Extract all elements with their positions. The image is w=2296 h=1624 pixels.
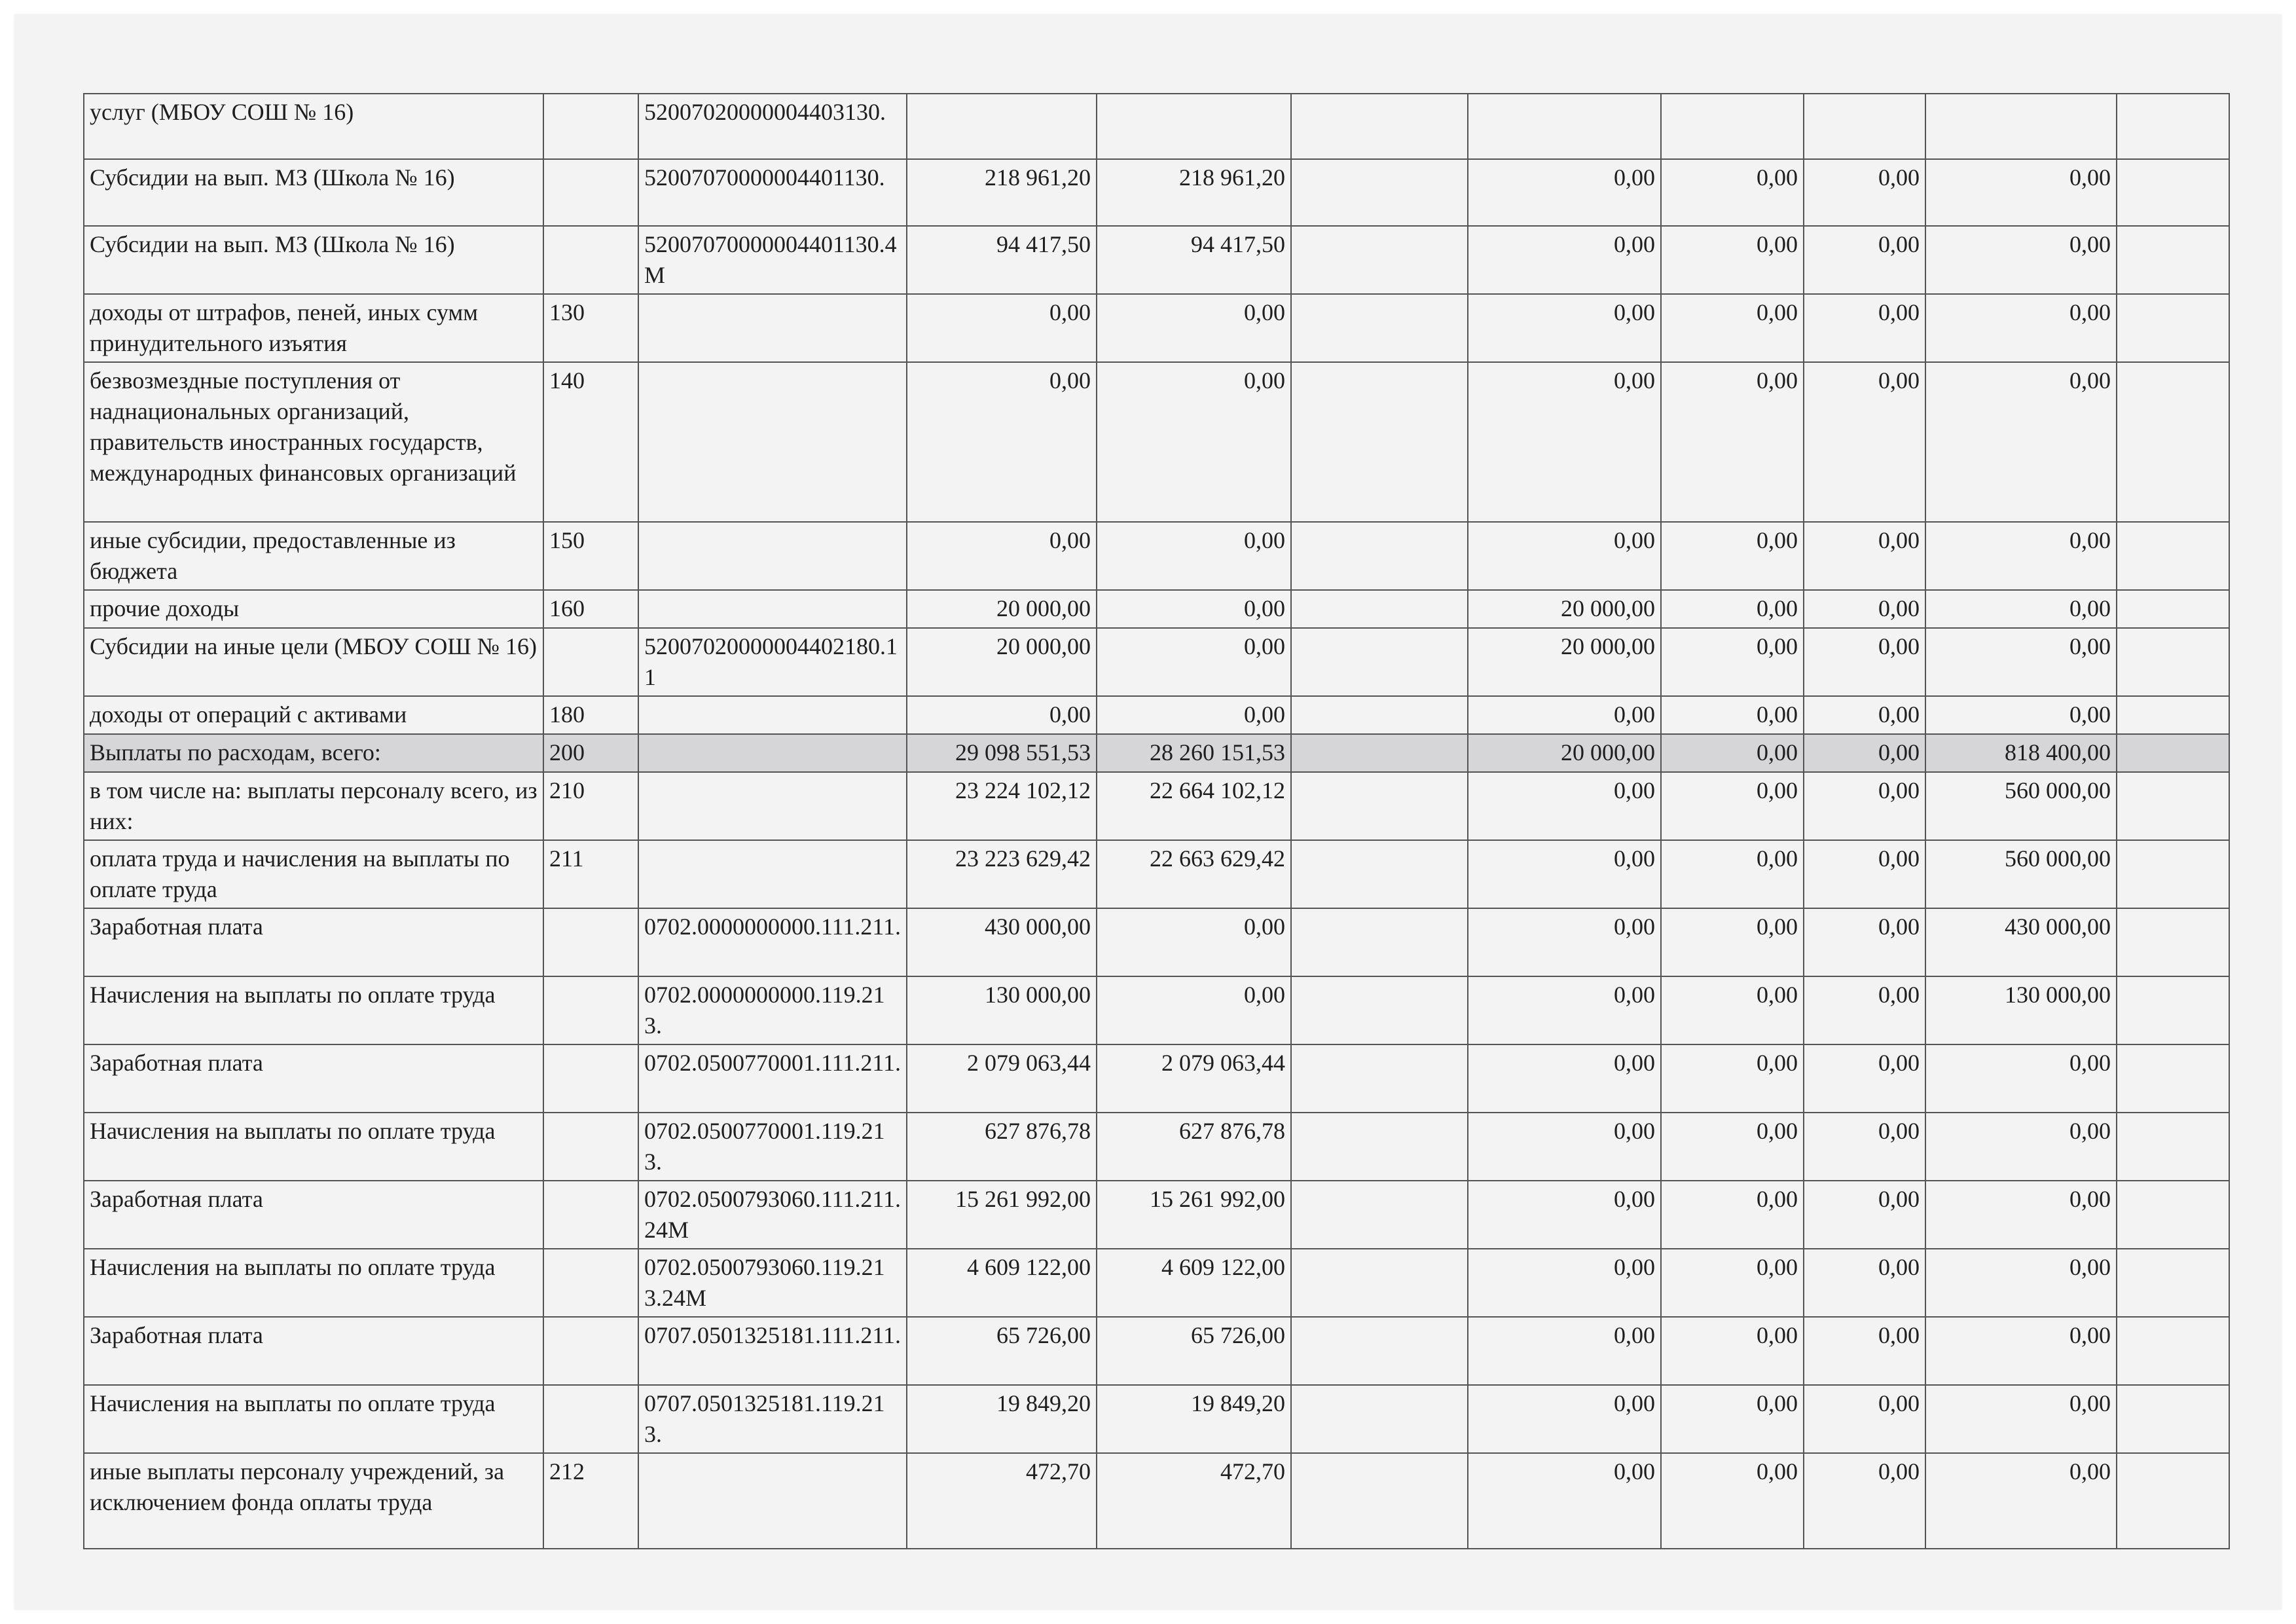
paid-services-cell: 818 400,00 — [1925, 734, 2117, 772]
row-code-cell: 180 — [543, 696, 638, 734]
subsidy-other-cell: 0,00 — [1468, 976, 1661, 1044]
row-kbk-cell: 0702.0000000000.119.213. — [638, 976, 907, 1044]
row-code-cell: 211 — [543, 840, 638, 908]
capital-cell: 0,00 — [1661, 772, 1804, 840]
subsidy-mz-cell: 22 663 629,42 — [1097, 840, 1291, 908]
subsidy-mz-cell: 2 079 063,44 — [1097, 1044, 1291, 1113]
capital-cell: 0,00 — [1661, 1181, 1804, 1249]
subsidy-mz-cell: 0,00 — [1097, 696, 1291, 734]
extra-cell — [2117, 1113, 2229, 1181]
total-amount-cell: 2 079 063,44 — [907, 1044, 1097, 1113]
row-kbk-cell: 0707.0501325181.119.213. — [638, 1385, 907, 1453]
extra-cell — [2117, 362, 2229, 522]
oms-cell — [1291, 840, 1468, 908]
capital-cell: 0,00 — [1661, 1385, 1804, 1453]
row-kbk-cell — [638, 840, 907, 908]
total-amount-cell: 4 609 122,00 — [907, 1249, 1097, 1317]
row-name-cell: доходы от штрафов, пеней, иных сумм принудительного изъятия — [84, 294, 543, 362]
row-code-cell — [543, 908, 638, 976]
total-amount-cell: 627 876,78 — [907, 1113, 1097, 1181]
extra-cell — [2117, 590, 2229, 628]
table-row — [84, 628, 2229, 696]
grant-cell: 0,00 — [1804, 772, 1925, 840]
row-code-cell: 200 — [543, 734, 638, 772]
grant-cell: 0,00 — [1804, 294, 1925, 362]
row-kbk-cell: 0707.0501325181.111.211. — [638, 1317, 907, 1385]
paid-services-cell: 0,00 — [1925, 294, 2117, 362]
total-amount-cell: 23 223 629,42 — [907, 840, 1097, 908]
total-amount-cell: 0,00 — [907, 294, 1097, 362]
paid-services-cell: 0,00 — [1925, 1453, 2117, 1549]
extra-cell — [2117, 734, 2229, 772]
row-kbk-cell: 52007070000004401130. — [638, 159, 907, 226]
extra-cell — [2117, 1249, 2229, 1317]
grant-cell: 0,00 — [1804, 696, 1925, 734]
row-kbk-cell — [638, 590, 907, 628]
oms-cell — [1291, 772, 1468, 840]
total-amount-cell: 0,00 — [907, 362, 1097, 522]
subsidy-other-cell: 0,00 — [1468, 1113, 1661, 1181]
row-name-cell: оплата труда и начисления на выплаты по оплате труда — [84, 840, 543, 908]
subsidy-other-cell: 0,00 — [1468, 226, 1661, 294]
grant-cell: 0,00 — [1804, 1181, 1925, 1249]
subsidy-other-cell: 20 000,00 — [1468, 590, 1661, 628]
capital-cell — [1661, 94, 1804, 159]
paid-services-cell: 0,00 — [1925, 1385, 2117, 1453]
extra-cell — [2117, 159, 2229, 226]
total-amount-cell: 94 417,50 — [907, 226, 1097, 294]
subsidy-other-cell: 0,00 — [1468, 696, 1661, 734]
paid-services-cell: 430 000,00 — [1925, 908, 2117, 976]
oms-cell — [1291, 1044, 1468, 1113]
row-code-cell — [543, 1181, 638, 1249]
row-code-cell: 130 — [543, 294, 638, 362]
row-code-cell — [543, 226, 638, 294]
table-row — [84, 226, 2229, 294]
subsidy-mz-cell: 627 876,78 — [1097, 1113, 1291, 1181]
oms-cell — [1291, 908, 1468, 976]
row-name-cell: Начисления на выплаты по оплате труда — [84, 1113, 543, 1181]
row-code-cell — [543, 1317, 638, 1385]
row-code-cell — [543, 94, 638, 159]
extra-cell — [2117, 226, 2229, 294]
subsidy-mz-cell: 22 664 102,12 — [1097, 772, 1291, 840]
oms-cell — [1291, 696, 1468, 734]
table-row — [84, 1249, 2229, 1317]
row-name-cell: услуг (МБОУ СОШ № 16) — [84, 94, 543, 159]
paid-services-cell: 0,00 — [1925, 226, 2117, 294]
paid-services-cell: 0,00 — [1925, 1317, 2117, 1385]
table-row — [84, 94, 2229, 159]
total-amount-cell: 29 098 551,53 — [907, 734, 1097, 772]
paid-services-cell: 0,00 — [1925, 590, 2117, 628]
row-kbk-cell — [638, 1453, 907, 1549]
capital-cell: 0,00 — [1661, 590, 1804, 628]
row-kbk-cell: 0702.0500793060.111.211.24М — [638, 1181, 907, 1249]
grant-cell: 0,00 — [1804, 908, 1925, 976]
table-row — [84, 696, 2229, 734]
extra-cell — [2117, 1317, 2229, 1385]
oms-cell — [1291, 1113, 1468, 1181]
grant-cell: 0,00 — [1804, 628, 1925, 696]
total-amount-cell — [907, 94, 1097, 159]
subsidy-other-cell: 0,00 — [1468, 772, 1661, 840]
row-code-cell: 160 — [543, 590, 638, 628]
row-name-cell: Начисления на выплаты по оплате труда — [84, 1385, 543, 1453]
table-row — [84, 1317, 2229, 1385]
subsidy-mz-cell: 94 417,50 — [1097, 226, 1291, 294]
row-name-cell: Начисления на выплаты по оплате труда — [84, 1249, 543, 1317]
row-name-cell: Субсидии на вып. МЗ (Школа № 16) — [84, 226, 543, 294]
subsidy-mz-cell: 19 849,20 — [1097, 1385, 1291, 1453]
row-name-cell: безвозмездные поступления от наднациональных организаций, правительств иностранных государств, международных финансовых организаций — [84, 362, 543, 522]
row-name-cell: Заработная плата — [84, 1044, 543, 1113]
total-amount-cell: 19 849,20 — [907, 1385, 1097, 1453]
grant-cell: 0,00 — [1804, 159, 1925, 226]
row-code-cell: 140 — [543, 362, 638, 522]
table-row — [84, 362, 2229, 522]
row-name-cell: Выплаты по расходам, всего: — [84, 734, 543, 772]
paid-services-cell: 0,00 — [1925, 628, 2117, 696]
subsidy-other-cell: 0,00 — [1468, 908, 1661, 976]
row-kbk-cell: 0702.0500770001.119.213. — [638, 1113, 907, 1181]
subsidy-mz-cell: 0,00 — [1097, 522, 1291, 590]
paid-services-cell: 0,00 — [1925, 159, 2117, 226]
oms-cell — [1291, 1249, 1468, 1317]
total-amount-cell: 430 000,00 — [907, 908, 1097, 976]
subsidy-mz-cell — [1097, 94, 1291, 159]
subsidy-mz-cell: 0,00 — [1097, 628, 1291, 696]
row-name-cell: прочие доходы — [84, 590, 543, 628]
row-code-cell — [543, 976, 638, 1044]
oms-cell — [1291, 1453, 1468, 1549]
subsidy-other-cell: 0,00 — [1468, 522, 1661, 590]
row-kbk-cell: 0702.0500770001.111.211. — [638, 1044, 907, 1113]
row-code-cell: 210 — [543, 772, 638, 840]
row-kbk-cell: 52007070000004401130.4М — [638, 226, 907, 294]
row-code-cell: 150 — [543, 522, 638, 590]
subsidy-mz-cell: 0,00 — [1097, 362, 1291, 522]
table-row — [84, 159, 2229, 226]
table-row — [84, 1044, 2229, 1113]
capital-cell: 0,00 — [1661, 628, 1804, 696]
subsidy-other-cell: 0,00 — [1468, 840, 1661, 908]
table-row — [84, 294, 2229, 362]
total-amount-cell: 218 961,20 — [907, 159, 1097, 226]
oms-cell — [1291, 522, 1468, 590]
subsidy-other-cell: 0,00 — [1468, 362, 1661, 522]
paid-services-cell: 0,00 — [1925, 1249, 2117, 1317]
row-code-cell — [543, 1044, 638, 1113]
row-kbk-cell — [638, 522, 907, 590]
extra-cell — [2117, 1044, 2229, 1113]
capital-cell: 0,00 — [1661, 1317, 1804, 1385]
grant-cell: 0,00 — [1804, 1317, 1925, 1385]
subsidy-other-cell: 0,00 — [1468, 1181, 1661, 1249]
scanned-page — [14, 14, 2282, 1610]
grant-cell: 0,00 — [1804, 734, 1925, 772]
row-kbk-cell — [638, 362, 907, 522]
grant-cell: 0,00 — [1804, 840, 1925, 908]
total-amount-cell: 65 726,00 — [907, 1317, 1097, 1385]
subsidy-mz-cell: 472,70 — [1097, 1453, 1291, 1549]
oms-cell — [1291, 1181, 1468, 1249]
table-row — [84, 976, 2229, 1044]
capital-cell: 0,00 — [1661, 226, 1804, 294]
oms-cell — [1291, 628, 1468, 696]
subsidy-other-cell — [1468, 94, 1661, 159]
total-amount-cell: 20 000,00 — [907, 590, 1097, 628]
grant-cell: 0,00 — [1804, 522, 1925, 590]
row-code-cell: 212 — [543, 1453, 638, 1549]
extra-cell — [2117, 976, 2229, 1044]
subsidy-mz-cell: 0,00 — [1097, 908, 1291, 976]
row-code-cell — [543, 159, 638, 226]
paid-services-cell: 0,00 — [1925, 1181, 2117, 1249]
table-row — [84, 908, 2229, 976]
oms-cell — [1291, 1317, 1468, 1385]
paid-services-cell: 0,00 — [1925, 362, 2117, 522]
table-row — [84, 734, 2229, 772]
grant-cell — [1804, 94, 1925, 159]
capital-cell: 0,00 — [1661, 840, 1804, 908]
paid-services-cell: 0,00 — [1925, 1113, 2117, 1181]
extra-cell — [2117, 840, 2229, 908]
extra-cell — [2117, 94, 2229, 159]
table-row — [84, 1453, 2229, 1549]
subsidy-other-cell: 0,00 — [1468, 1317, 1661, 1385]
row-name-cell: в том числе на: выплаты персоналу всего, из них: — [84, 772, 543, 840]
subsidy-mz-cell: 0,00 — [1097, 976, 1291, 1044]
oms-cell — [1291, 1385, 1468, 1453]
paid-services-cell: 560 000,00 — [1925, 772, 2117, 840]
subsidy-mz-cell: 65 726,00 — [1097, 1317, 1291, 1385]
grant-cell: 0,00 — [1804, 226, 1925, 294]
capital-cell: 0,00 — [1661, 362, 1804, 522]
paid-services-cell: 0,00 — [1925, 696, 2117, 734]
row-code-cell — [543, 1249, 638, 1317]
grant-cell: 0,00 — [1804, 1453, 1925, 1549]
financial-plan-table — [83, 93, 2230, 1549]
capital-cell: 0,00 — [1661, 976, 1804, 1044]
subsidy-other-cell: 20 000,00 — [1468, 734, 1661, 772]
extra-cell — [2117, 1453, 2229, 1549]
paid-services-cell: 130 000,00 — [1925, 976, 2117, 1044]
table-row — [84, 840, 2229, 908]
subsidy-other-cell: 0,00 — [1468, 1385, 1661, 1453]
paid-services-cell: 560 000,00 — [1925, 840, 2117, 908]
row-name-cell: Субсидии на иные цели (МБОУ СОШ № 16) — [84, 628, 543, 696]
table-row — [84, 522, 2229, 590]
total-amount-cell: 23 224 102,12 — [907, 772, 1097, 840]
subsidy-mz-cell: 218 961,20 — [1097, 159, 1291, 226]
total-amount-cell: 472,70 — [907, 1453, 1097, 1549]
subsidy-mz-cell: 28 260 151,53 — [1097, 734, 1291, 772]
total-amount-cell: 0,00 — [907, 696, 1097, 734]
row-name-cell: иные выплаты персоналу учреждений, за исключением фонда оплаты труда — [84, 1453, 543, 1549]
capital-cell: 0,00 — [1661, 522, 1804, 590]
extra-cell — [2117, 628, 2229, 696]
capital-cell: 0,00 — [1661, 696, 1804, 734]
row-name-cell: Заработная плата — [84, 1317, 543, 1385]
row-kbk-cell — [638, 696, 907, 734]
row-kbk-cell — [638, 734, 907, 772]
grant-cell: 0,00 — [1804, 1044, 1925, 1113]
oms-cell — [1291, 976, 1468, 1044]
subsidy-other-cell: 0,00 — [1468, 1249, 1661, 1317]
subsidy-other-cell: 0,00 — [1468, 1044, 1661, 1113]
table-row — [84, 590, 2229, 628]
row-name-cell: доходы от операций с активами — [84, 696, 543, 734]
capital-cell: 0,00 — [1661, 1453, 1804, 1549]
oms-cell — [1291, 734, 1468, 772]
subsidy-other-cell: 0,00 — [1468, 294, 1661, 362]
row-name-cell: Начисления на выплаты по оплате труда — [84, 976, 543, 1044]
row-kbk-cell: 52007020000004403130. — [638, 94, 907, 159]
oms-cell — [1291, 294, 1468, 362]
oms-cell — [1291, 226, 1468, 294]
subsidy-other-cell: 20 000,00 — [1468, 628, 1661, 696]
grant-cell: 0,00 — [1804, 1113, 1925, 1181]
capital-cell: 0,00 — [1661, 1249, 1804, 1317]
capital-cell: 0,00 — [1661, 159, 1804, 226]
oms-cell — [1291, 362, 1468, 522]
capital-cell: 0,00 — [1661, 734, 1804, 772]
subsidy-mz-cell: 15 261 992,00 — [1097, 1181, 1291, 1249]
total-amount-cell: 15 261 992,00 — [907, 1181, 1097, 1249]
capital-cell: 0,00 — [1661, 1113, 1804, 1181]
extra-cell — [2117, 772, 2229, 840]
row-name-cell: Заработная плата — [84, 1181, 543, 1249]
subsidy-mz-cell: 4 609 122,00 — [1097, 1249, 1291, 1317]
row-kbk-cell: 0702.0000000000.111.211. — [638, 908, 907, 976]
extra-cell — [2117, 1181, 2229, 1249]
extra-cell — [2117, 908, 2229, 976]
paid-services-cell: 0,00 — [1925, 522, 2117, 590]
oms-cell — [1291, 590, 1468, 628]
extra-cell — [2117, 696, 2229, 734]
row-code-cell — [543, 1385, 638, 1453]
row-kbk-cell — [638, 294, 907, 362]
subsidy-mz-cell: 0,00 — [1097, 590, 1291, 628]
row-code-cell — [543, 628, 638, 696]
row-code-cell — [543, 1113, 638, 1181]
subsidy-other-cell: 0,00 — [1468, 1453, 1661, 1549]
table-row — [84, 772, 2229, 840]
total-amount-cell: 20 000,00 — [907, 628, 1097, 696]
row-name-cell: иные субсидии, предоставленные из бюджета — [84, 522, 543, 590]
grant-cell: 0,00 — [1804, 590, 1925, 628]
paid-services-cell: 0,00 — [1925, 1044, 2117, 1113]
capital-cell: 0,00 — [1661, 294, 1804, 362]
total-amount-cell: 130 000,00 — [907, 976, 1097, 1044]
row-name-cell: Заработная плата — [84, 908, 543, 976]
subsidy-mz-cell: 0,00 — [1097, 294, 1291, 362]
extra-cell — [2117, 1385, 2229, 1453]
extra-cell — [2117, 294, 2229, 362]
row-kbk-cell — [638, 772, 907, 840]
oms-cell — [1291, 94, 1468, 159]
grant-cell: 0,00 — [1804, 976, 1925, 1044]
subsidy-other-cell: 0,00 — [1468, 159, 1661, 226]
table-row — [84, 1385, 2229, 1453]
table-row — [84, 1181, 2229, 1249]
total-amount-cell: 0,00 — [907, 522, 1097, 590]
grant-cell: 0,00 — [1804, 1249, 1925, 1317]
capital-cell: 0,00 — [1661, 908, 1804, 976]
row-kbk-cell: 52007020000004402180.11 — [638, 628, 907, 696]
extra-cell — [2117, 522, 2229, 590]
capital-cell: 0,00 — [1661, 1044, 1804, 1113]
oms-cell — [1291, 159, 1468, 226]
grant-cell: 0,00 — [1804, 1385, 1925, 1453]
table-row — [84, 1113, 2229, 1181]
paid-services-cell — [1925, 94, 2117, 159]
row-kbk-cell: 0702.0500793060.119.213.24М — [638, 1249, 907, 1317]
row-name-cell: Субсидии на вып. МЗ (Школа № 16) — [84, 159, 543, 226]
grant-cell: 0,00 — [1804, 362, 1925, 522]
